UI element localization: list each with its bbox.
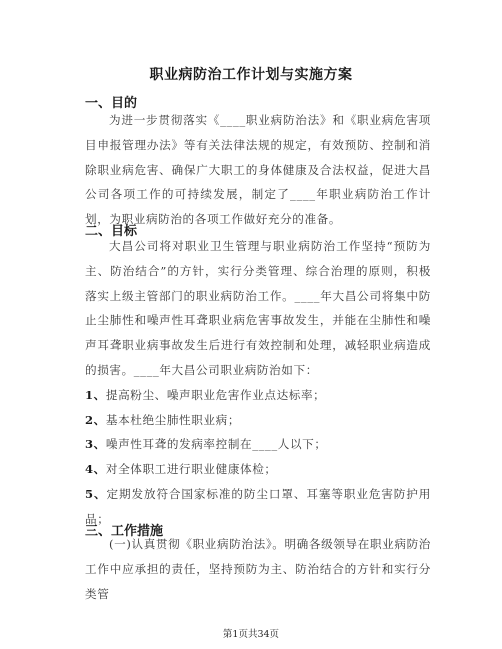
paragraph-text: 为进一步贯彻落实《____职业病防治法》和《职业病危害项目申报管理办法》等有关法律法规的规定，有效预防、控制和消除职业病危害、确保广大职工的身体健康及合法权益，促进大昌公司各项工作的可持续发展，制定了____年职业病防治工作计划，为职业病防治的各项工作做好充分的准备。 <box>85 113 431 227</box>
item-text: 提高粉尘、噪声职业危害作业点达标率； <box>105 387 326 402</box>
section-heading-purpose: 一、目的 <box>85 96 138 111</box>
item-text: 噪声性耳聋的发病率控制在____人以下； <box>105 437 327 452</box>
item-number: 3、 <box>85 437 106 452</box>
item-number: 2、 <box>85 412 106 427</box>
page-number-footer: 第1页共34页 <box>222 629 280 640</box>
goal-item <box>85 408 431 433</box>
item-number: 1、 <box>85 387 106 402</box>
goal-item <box>85 457 431 482</box>
item-text: 定期发放符合国家标准的防尘口罩、耳塞等职业危害防护用品； <box>85 486 431 526</box>
section-heading-goals: 二、目标 <box>85 224 138 239</box>
goal-item <box>85 432 431 457</box>
item-number: 5、 <box>85 486 107 501</box>
section-heading-measures: 三、工作措施 <box>85 524 164 539</box>
paragraph-text: 大昌公司将对职业卫生管理与职业病防治工作坚持“预防为主、防治结合”的方针，实行分类管理、综合治理的原则，积极落实上级主管部门的职业病防治工作。____年大昌公司将集中防止尘肺性和噪声性耳聋职业病危害事故发生，并能在尘肺性和噪声耳聋职业病事故发生后进行有效控制和处理，减轻职业病造成的损害。____年大昌公司职业病防治如下： <box>85 239 431 377</box>
section-paragraph-measures <box>85 532 431 606</box>
paragraph-text: (一)认真贯彻《职业病防治法》。明确各级领导在职业病防治工作中应承担的责任，坚持预防为主、防治结合的方针和实行分类管 <box>85 537 431 601</box>
item-text: 基本杜绝尘肺性职业病； <box>105 412 241 427</box>
section-paragraph-purpose <box>85 108 431 232</box>
document-title: 职业病防治工作计划与实施方案 <box>149 67 353 83</box>
item-number: 4、 <box>85 462 106 477</box>
item-text: 对全体职工进行职业健康体检； <box>105 462 277 477</box>
goal-item <box>85 383 431 408</box>
section-paragraph-goals <box>85 234 431 532</box>
